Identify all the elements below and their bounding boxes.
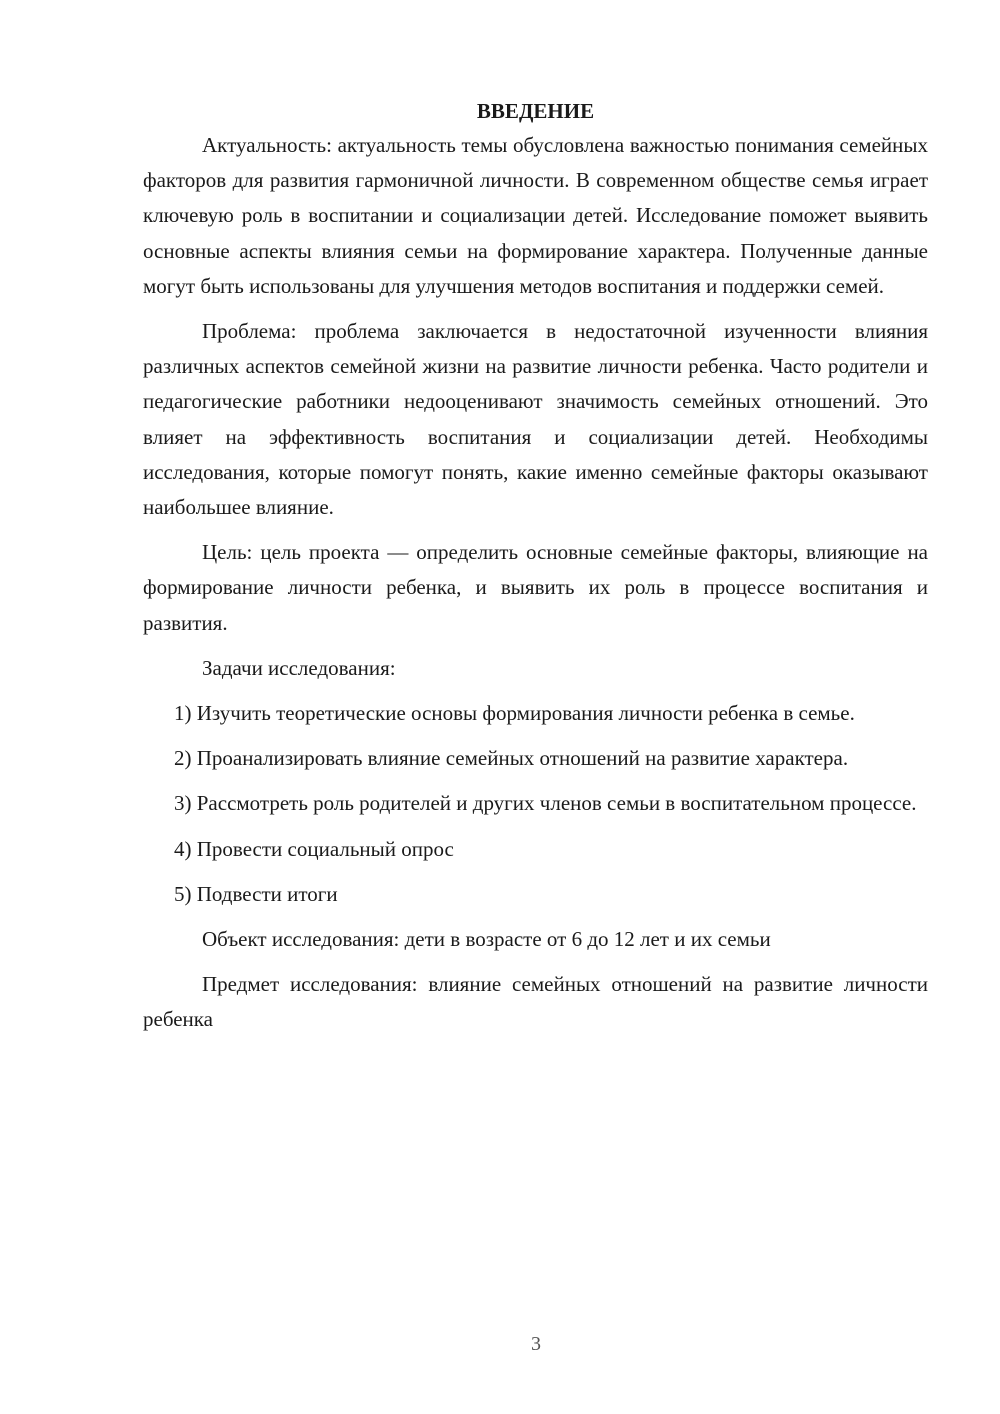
task-item-5: 5) Подвести итоги <box>174 881 338 906</box>
paragraph-relevance: Актуальность: актуальность темы обусловлена важностью понимания семейных факторов для развития гармоничной личности. В современном обществе семья играет ключевую роль в воспитании и социализации детей. Исследование поможет выявить основные аспекты влияния семьи на формирование характера. Полученные данные могут быть использованы для улучшения методов воспитания и поддержки семей. <box>143 133 928 298</box>
research-subject: Предмет исследования: влияние семейных отношений на развитие личности ребенка <box>143 972 928 1032</box>
page-number: 3 <box>531 1333 541 1355</box>
paragraph-goal: Цель: цель проекта — определить основные семейные факторы, влияющие на формирование личности ребенка, и выявить их роль в процессе воспитания и развития. <box>143 540 928 635</box>
task-item-4: 4) Провести социальный опрос <box>174 836 454 861</box>
task-item-2: 2) Проанализировать влияние семейных отношений на развитие характера. <box>174 746 849 771</box>
task-item-1: 1) Изучить теоретические основы формирования личности ребенка в семье. <box>174 701 855 726</box>
page-title: ВВЕДЕНИЕ <box>476 99 595 123</box>
task-item-3: 3) Рассмотреть роль родителей и других членов семьи в воспитательном процессе. <box>174 791 917 816</box>
tasks-heading: Задачи исследования: <box>202 655 396 680</box>
research-object: Объект исследования: дети в возрасте от 6 до 12 лет и их семьи <box>202 927 771 952</box>
paragraph-problem: Проблема: проблема заключается в недостаточной изученности влияния различных аспектов семейной жизни на развитие личности ребенка. Часто родители и педагогические работники недооценивают значимость семейных отношений. Это влияет на эффективность воспитания и социализации детей. Необходимы исследования, которые помогут понять, какие именно семейные факторы оказывают наибольшее влияние. <box>143 319 928 520</box>
document-page <box>143 96 928 1048</box>
